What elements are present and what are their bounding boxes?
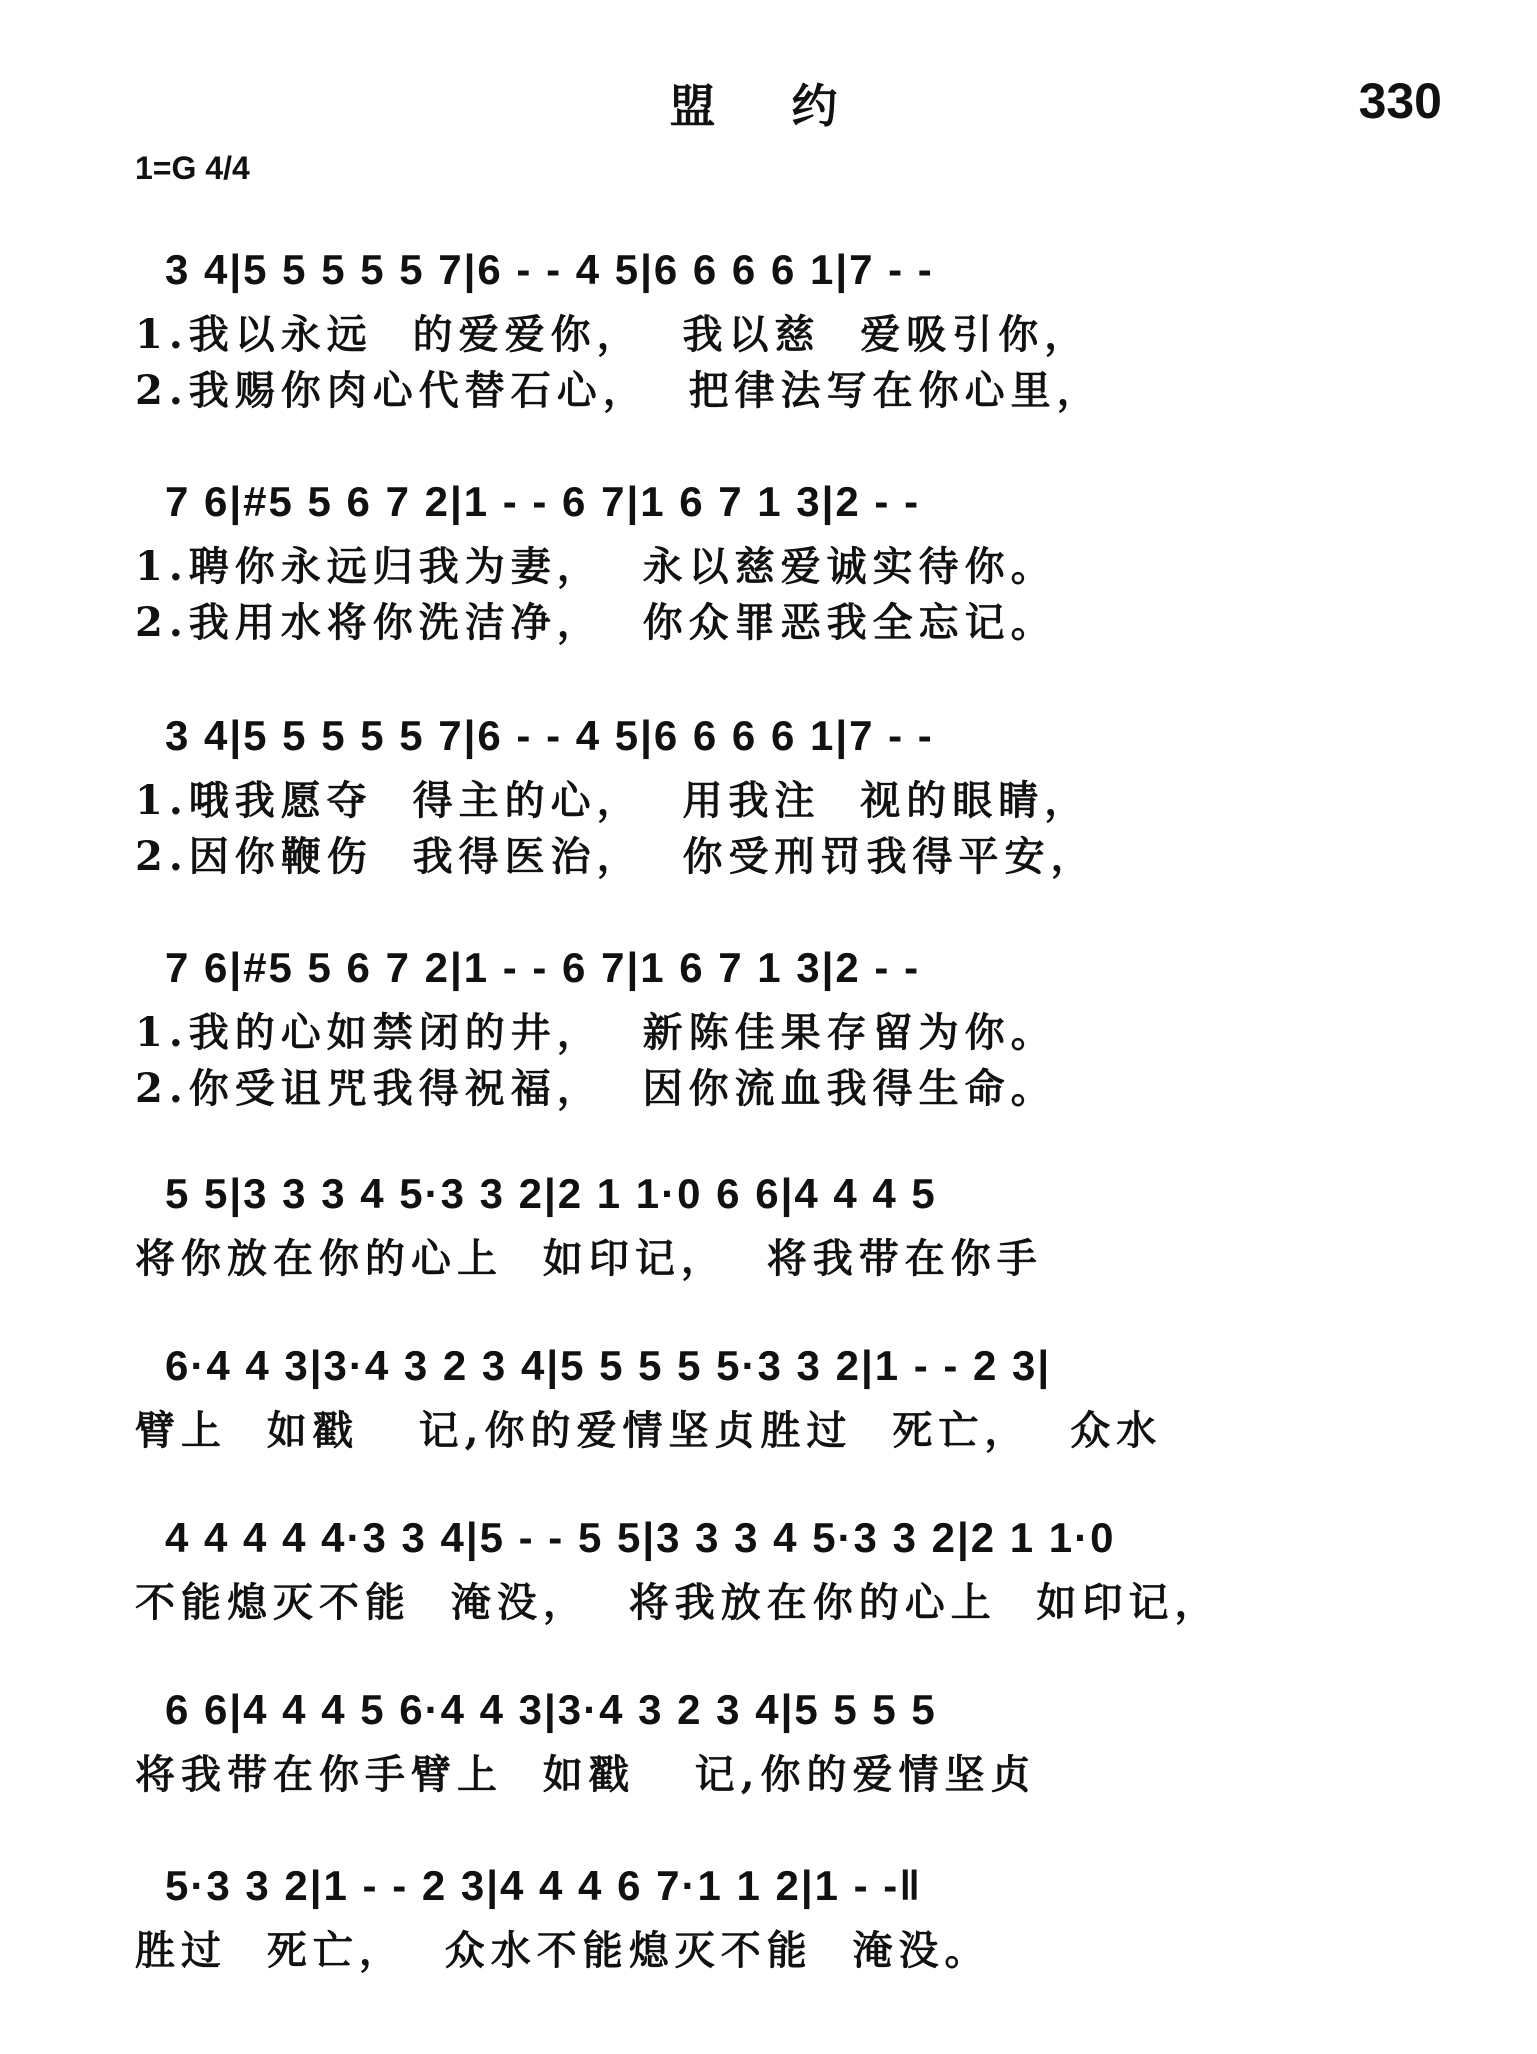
lyric-verse-2: 2.你受诅咒我得祝福， 因你流血我得生命。 (135, 1065, 1057, 1112)
notation-line: 4 4 4 4 4·3 3 4|5 - - 5 5|3 3 3 4 5·3 3 2|2 1 1·0 (165, 1514, 1116, 1561)
hymn-title: 盟 约 (669, 79, 868, 133)
notation-line: 5·3 3 2|1 - - 2 3|4 4 4 6 7·1 1 2|1 - -‖ (165, 1862, 923, 1909)
lyric-line: 胜过 死亡， 众水不能熄灭不能 淹没。 (135, 1927, 991, 1974)
lyric-verse-2: 2.我用水将你洗洁净， 你众罪恶我全忘记。 (135, 599, 1057, 646)
notation-line: 6 6|4 4 4 5 6·4 4 3|3·4 3 2 3 4|5 5 5 5 (165, 1686, 937, 1733)
notation-line: 7 6|#5 5 6 7 2|1 - - 6 7|1 6 7 1 3|2 - - (165, 478, 921, 525)
key-signature: 1=G 4/4 (135, 150, 250, 186)
lyric-verse-1: 1.聘你永远归我为妻， 永以慈爱诚实待你。 (135, 543, 1057, 590)
lyric-verse-1: 1.哦我愿夺 得主的心， 用我注 视的眼睛， (135, 777, 1091, 824)
lyric-line: 不能熄灭不能 淹没， 将我放在你的心上 如印记， (135, 1579, 1221, 1626)
notation-line: 5 5|3 3 3 4 5·3 3 2|2 1 1·0 6 6|4 4 4 5 (165, 1170, 937, 1217)
notation-line: 3 4|5 5 5 5 5 7|6 - - 4 5|6 6 6 6 1|7 - - (165, 246, 934, 293)
lyric-verse-1: 1.我以永远 的爱爱你， 我以慈 爱吸引你， (135, 311, 1091, 358)
lyric-line: 将我带在你手臂上 如戳 记,你的爱情坚贞 (135, 1751, 1037, 1798)
hymn-number: 330 (1358, 73, 1442, 129)
notation-line: 6·4 4 3|3·4 3 2 3 4|5 5 5 5 5·3 3 2|1 - - 2 3| (165, 1342, 1052, 1389)
lyric-verse-2: 2.我赐你肉心代替石心， 把律法写在你心里， (135, 367, 1103, 414)
notation-line: 7 6|#5 5 6 7 2|1 - - 6 7|1 6 7 1 3|2 - - (165, 944, 921, 991)
lyric-line: 臂上 如戳 记,你的爱情坚贞胜过 死亡， 众水 (135, 1407, 1163, 1454)
lyric-verse-1: 1.我的心如禁闭的井， 新陈佳果存留为你。 (135, 1009, 1057, 1056)
lyric-verse-2: 2.因你鞭伤 我得医治， 你受刑罚我得平安， (135, 833, 1097, 880)
lyric-line: 将你放在你的心上 如印记， 将我带在你手 (135, 1235, 1043, 1282)
notation-line: 3 4|5 5 5 5 5 7|6 - - 4 5|6 6 6 6 1|7 - - (165, 712, 934, 759)
